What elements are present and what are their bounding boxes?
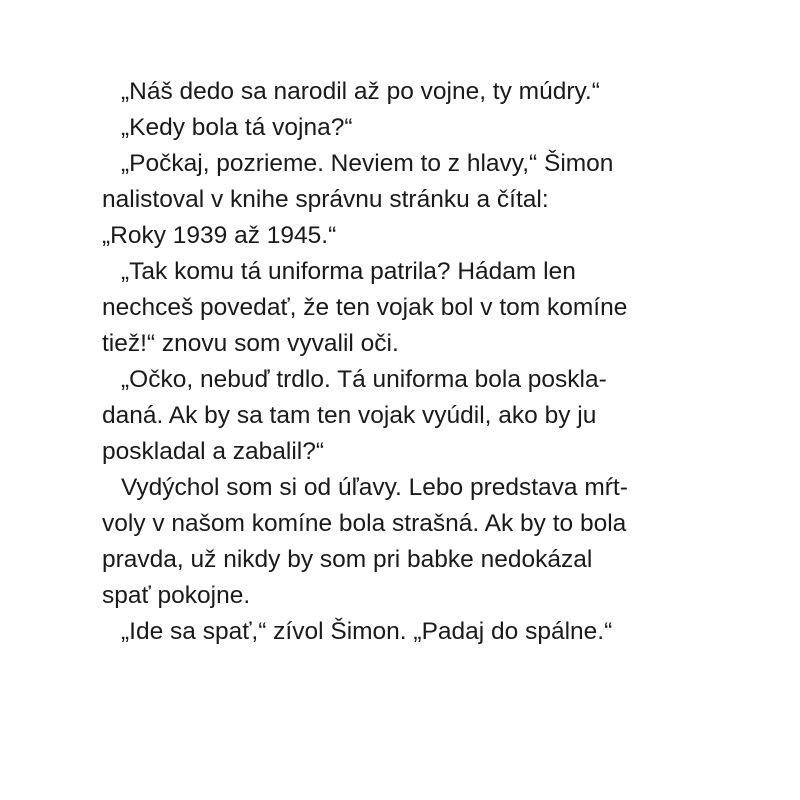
text-line: pravda, už nikdy by som pri babke nedokázal [102,546,593,573]
text-line: „Ide sa spať,“ zívol Šimon. „Padaj do spálne.“ [121,618,613,645]
text-line: „Počkaj, pozrieme. Neviem to z hlavy,“ Šimon [121,150,614,177]
text-line: „Roky 1939 až 1945.“ [102,222,337,249]
text-line: „Náš dedo sa narodil až po vojne, ty múdry.“ [121,78,600,105]
text-line: voly v našom komíne bola strašná. Ak by to bola [102,510,627,537]
text-line: nalistoval v knihe správnu stránku a čítal: [102,186,549,213]
text-line: tiež!“ znovu som vyvalil oči. [102,330,399,357]
text-line: Vydýchol som si od úľavy. Lebo predstava mŕt- [121,474,628,501]
text-line: „Očko, nebuď trdlo. Tá uniforma bola poskla- [121,366,607,393]
text-line: nechceš povedať, že ten vojak bol v tom komíne [102,294,628,321]
text-line: „Kedy bola tá vojna?“ [121,114,353,141]
text-line: „Tak komu tá uniforma patrila? Hádam len [121,258,576,285]
text-line: poskladal a zabalil?“ [102,438,324,465]
text-line: daná. Ak by sa tam ten vojak vyúdil, ako by ju [102,402,597,429]
text-line: spať pokojne. [102,582,251,609]
